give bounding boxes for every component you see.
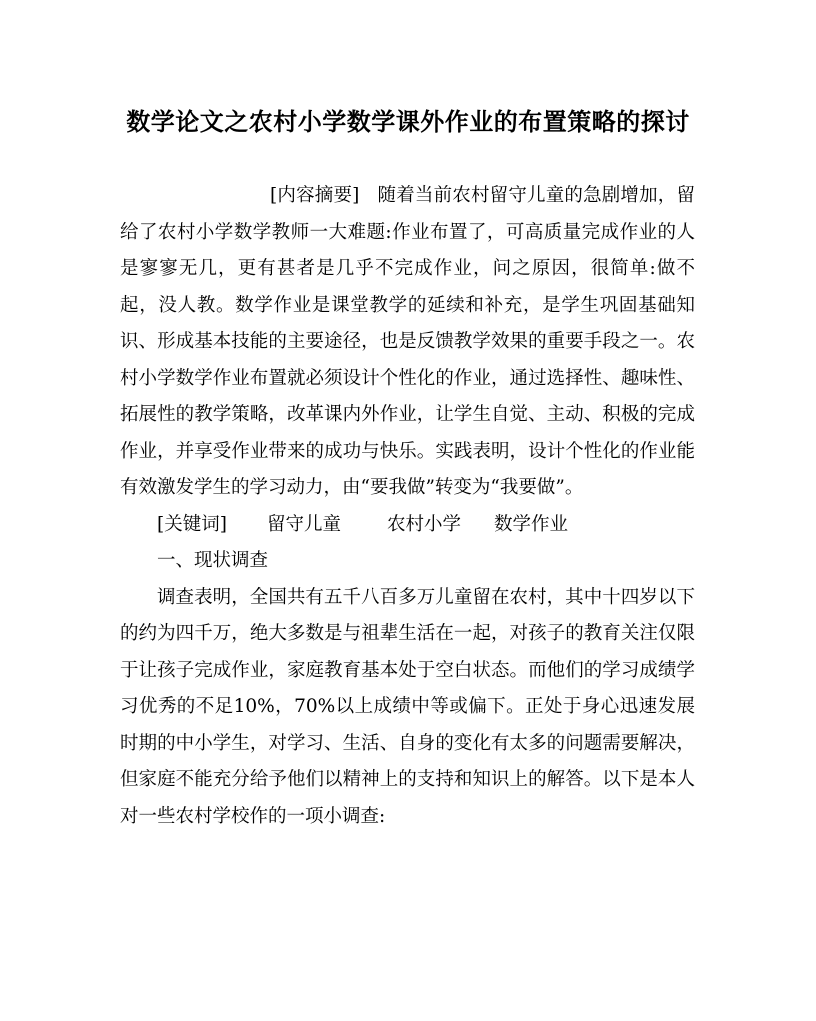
abstract-label: [内容摘要] <box>270 185 360 206</box>
keyword-item: 数学作业 <box>493 513 568 535</box>
keywords-label: [关键词] <box>157 513 227 535</box>
abstract-text: 随着当前农村留守儿童的急剧增加，留给了农村小学数学教师一大难题:作业布置了，可高质量完成作业的人是寥寥无几，更有甚者是几乎不完成作业，问之原因，很简单:做不起，没人教。数学作业是课堂教学的延续和补充，是学生巩固基础知识、形成基本技能的主要途径，也是反馈教学效果的重要手段之一。农村小学数学作业布置就必须设计个性化的作业，通过选择性、趣味性、拓展性的教学策略，改革课内外作业，让学生自觉、主动、积极的完成作业，并享受作业带来的成功与快乐。实践表明，设计个性化的作业能有效激发学生的学习动力，由“要我做”转变为“我要做”。 <box>120 185 695 498</box>
keyword-item: 留守儿童 <box>266 513 341 535</box>
section-heading: 一、现状调查 <box>157 550 269 571</box>
keyword-item: 农村小学 <box>386 513 461 535</box>
section-paragraph: 调查表明，全国共有五千八百多万儿童留在农村，其中十四岁以下的约为四千万，绝大多数是与祖辈生活在一起，对孩子的教育关注仅限于让孩子完成作业，家庭教育基本处于空白状态。而他们的学习成绩学习优秀的不足10%，70%以上成绩中等或偏下。正处于身心迅速发展时期的中小学生，对学习、生活、自身的变化有太多的问题需要解决，但家庭不能充分给予他们以精神上的支持和知识上的解答。以下是本人对一些农村学校作的一项小调查: <box>120 586 695 827</box>
document-body <box>120 178 695 835</box>
document-title: 数学论文之农村小学数学课外作业的布置策略的探讨 <box>126 107 690 136</box>
keywords-line <box>120 507 695 544</box>
abstract-paragraph <box>120 178 695 507</box>
